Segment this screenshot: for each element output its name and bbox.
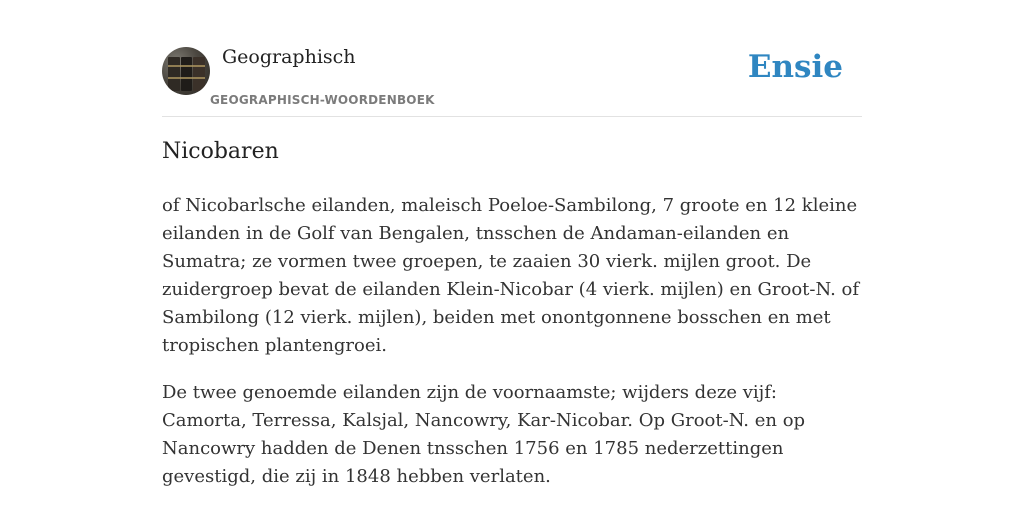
ensie-logo[interactable]: Ensie (747, 49, 843, 85)
book-spine-icon (181, 57, 192, 91)
book-spine-icon (168, 57, 180, 91)
book-band-icon (168, 77, 205, 79)
entry-content (162, 192, 862, 510)
collection-link[interactable]: GEOGRAPHISCH-WOORDENBOEK (210, 93, 435, 107)
author-name[interactable]: Geographisch (222, 46, 356, 68)
entry-title: Nicobaren (162, 139, 279, 164)
book-band-icon (168, 65, 205, 67)
entry-paragraph: of Nicobarlsche eilanden, maleisch Poeloe-Sambilong, 7 groote en 12 kleine eilanden in de Golf van Bengalen, tnsschen de Andaman-eilanden en Sumatra; ze vormen twee groepen, te zaaien 30 vierk. mijlen groot. De zuidergroep bevat de eilanden Klein-Nicobar (4 vierk. mijlen) en Groot-N. of Sambilong (12 vierk. mijlen), beiden met onontgonnene bosschen en met tropischen plantengroei. (162, 195, 860, 356)
entry-paragraph: De twee genoemde eilanden zijn de voornaamste; wijders deze vijf: Camorta, Terressa, Kalsjal, Nancowry, Kar-Nicobar. Op Groot-N. en op Nancowry hadden de Denen tnsschen 1756 en 1785 nederzettingen gevestigd, die zij in 1848 hebben verlaten. (162, 382, 806, 487)
entry-header (162, 42, 862, 117)
book-spine-icon (193, 57, 205, 91)
author-avatar[interactable] (162, 47, 210, 95)
